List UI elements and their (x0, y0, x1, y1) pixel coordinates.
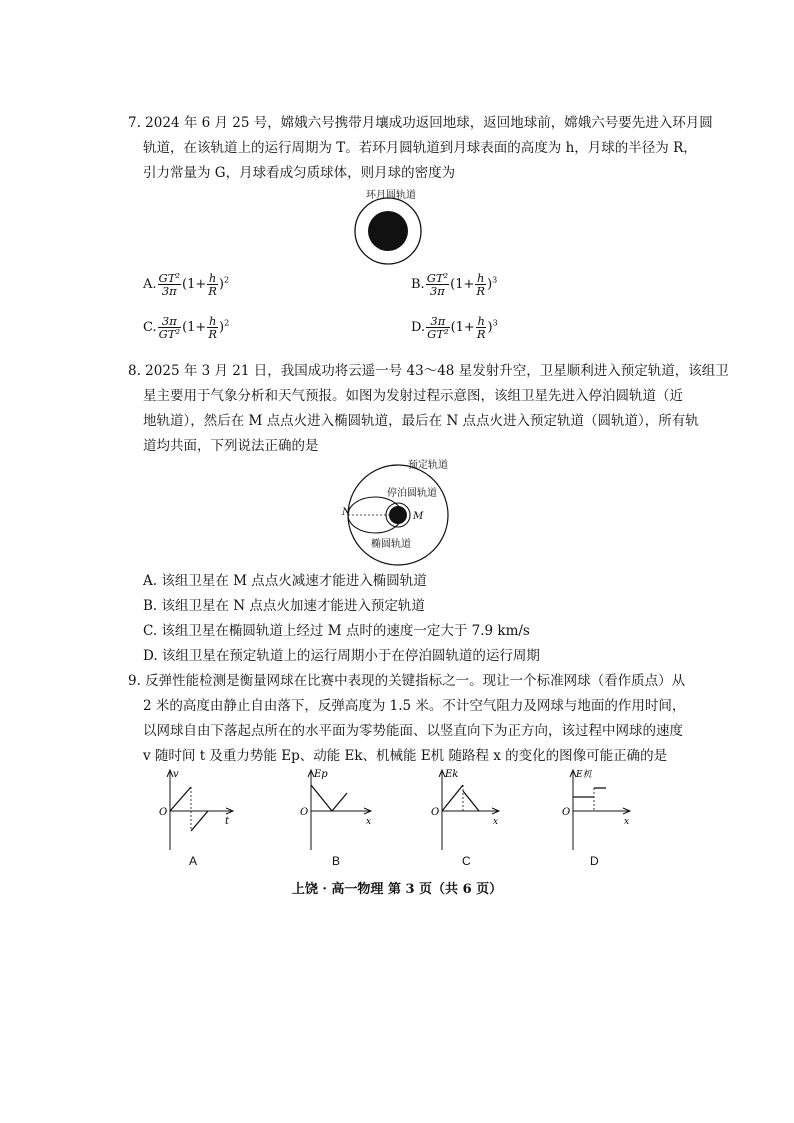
graph-a-origin: O (159, 807, 168, 818)
q7-option-d[interactable] (411, 315, 498, 340)
q8-option-a[interactable]: A. 该组卫星在 M 点点火减速才能进入椭圆轨道 (143, 573, 427, 589)
graph-c-ylabel: Ek (445, 769, 459, 780)
graph-b-origin: O (300, 807, 309, 818)
q9-line-1: 9. 反弹性能检测是衡量网球在比赛中表现的关键指标之一。现让一个标准网球（看作质点）从 (128, 673, 686, 689)
fraction: $\frac{3\pi}{\text{GT²}}$ (427, 314, 449, 341)
option-letter: D. (411, 320, 426, 335)
fraction: $\frac{h}{R}$ (476, 314, 486, 341)
exponent: 3 (492, 275, 498, 285)
page-footer: 上饶 · 高一物理 第 3 页（共 6 页） (291, 882, 503, 897)
q8-line-1: 8. 2025 年 3 月 21 日，我国成功将云遥一号 43～48 星发射升空，卫星顺利进入预定轨道，该组卫 (128, 363, 729, 379)
graph-a-letter[interactable]: A (189, 854, 198, 868)
paren-close: ) (487, 277, 493, 292)
fall-segment (311, 785, 332, 811)
graph-c-xlabel: x (493, 817, 499, 827)
graph-a[interactable] (155, 768, 240, 853)
paren-open: (1+ (450, 320, 475, 335)
fall-segment (442, 785, 463, 811)
rise-segment (191, 811, 208, 831)
paren-close: ) (219, 320, 225, 335)
fraction: $\frac{3\pi}{\text{GT²}}$ (158, 314, 181, 341)
graph-c[interactable] (427, 768, 512, 853)
graph-b-ylabel: Ep (314, 769, 328, 780)
option-letter: A. (143, 277, 157, 292)
q7-moon-orbit-figure (350, 198, 430, 278)
option-letter: B. (411, 277, 425, 292)
option-letter: C. (143, 320, 157, 335)
q8-option-c[interactable]: C. 该组卫星在椭圆轨道上经过 M 点时的速度一定大于 7.9 km/s (143, 623, 530, 639)
fraction: $\frac{h}{R}$ (208, 314, 218, 341)
q7-option-a[interactable] (143, 272, 229, 297)
fraction: $\frac{h}{R}$ (476, 271, 486, 298)
q7-line-3: 引力常量为 G，月球看成匀质球体，则月球的密度为 (143, 165, 456, 181)
exponent: 2 (224, 318, 230, 328)
q9-line-3: 以网球自由下落起点所在的水平面为零势能面、以竖直向下为正方向，该过程中网球的速度 (143, 723, 683, 739)
q7-option-b[interactable] (411, 272, 497, 297)
q8-label-outer-orbit: 预定轨道 (408, 460, 448, 471)
moon-disc (368, 211, 408, 251)
q7-orbit-label: 环月圆轨道 (366, 190, 416, 201)
q8-launch-orbit-figure (340, 460, 460, 570)
q8-line-2: 星主要用于气象分析和天气预报。如图为发射过程示意图，该组卫星先进入停泊圆轨道（近 (143, 388, 683, 404)
q7-line-2: 轨道，在该轨道上的运行周期为 T。若环月圆轨道到月球表面的高度为 h，月球的半径为 R， (143, 140, 697, 156)
graph-d-origin: O (562, 807, 571, 818)
q8-option-d[interactable]: D. 该组卫星在预定轨道上的运行周期小于在停泊圆轨道的运行周期 (143, 648, 540, 664)
graph-d[interactable] (558, 768, 643, 853)
rise-segment (332, 793, 347, 811)
q8-line-4: 道均共面，下列说法正确的是 (143, 438, 319, 454)
graph-c-origin: O (431, 807, 440, 818)
rise-segment (463, 791, 479, 811)
paren-open: (1+ (182, 320, 207, 335)
exponent: 3 (492, 318, 498, 328)
fraction: $\frac{\text{GT²}}{3\pi}$ (426, 271, 449, 298)
q8-point-m: M (413, 511, 424, 522)
graph-b-letter[interactable]: B (332, 854, 341, 868)
paren-close: ) (218, 277, 224, 292)
fall-segment (170, 787, 191, 811)
earth-disc (389, 506, 407, 524)
paren-close: ) (487, 320, 493, 335)
graph-d-xlabel: x (624, 817, 630, 827)
fraction: $\frac{\text{GT²}}{3\pi}$ (158, 271, 180, 298)
graph-d-ylabel: E机 (576, 770, 592, 780)
q8-label-parking-orbit: 停泊圆轨道 (387, 488, 437, 499)
paren-open: (1+ (182, 277, 207, 292)
q7-option-c[interactable] (143, 315, 229, 340)
q8-label-ellipse-orbit: 椭圆轨道 (371, 539, 411, 550)
q8-line-3: 地轨道），然后在 M 点点火进入椭圆轨道，最后在 N 点点火进入预定轨道（圆轨道），所有轨 (143, 413, 699, 429)
q9-line-2: 2 米的高度由静止自由落下，反弹高度为 1.5 米。不计空气阻力及网球与地面的作用时间， (143, 698, 686, 714)
q8-point-n: N (342, 507, 351, 518)
q9-line-4: v 随时间 t 及重力势能 Ep、动能 Ek、机械能 E机 随路程 x 的变化的图像可能正确的是 (143, 748, 668, 764)
graph-d-letter[interactable]: D (590, 854, 599, 868)
q8-option-b[interactable]: B. 该组卫星在 N 点点火加速才能进入预定轨道 (143, 598, 425, 614)
graph-b[interactable] (296, 768, 381, 853)
q7-line-1: 7. 2024 年 6 月 25 号，嫦娥六号携带月壤成功返回地球，返回地球前，嫦娥六号要先进入环月圆 (128, 115, 713, 131)
graph-a-ylabel: v (173, 769, 179, 780)
paren-open: (1+ (450, 277, 475, 292)
graph-a-xlabel: t (225, 816, 230, 827)
fraction: $\frac{h}{R}$ (208, 271, 217, 298)
graph-c-letter[interactable]: C (462, 854, 471, 868)
graph-b-xlabel: x (366, 817, 372, 827)
exponent: 2 (224, 275, 230, 285)
